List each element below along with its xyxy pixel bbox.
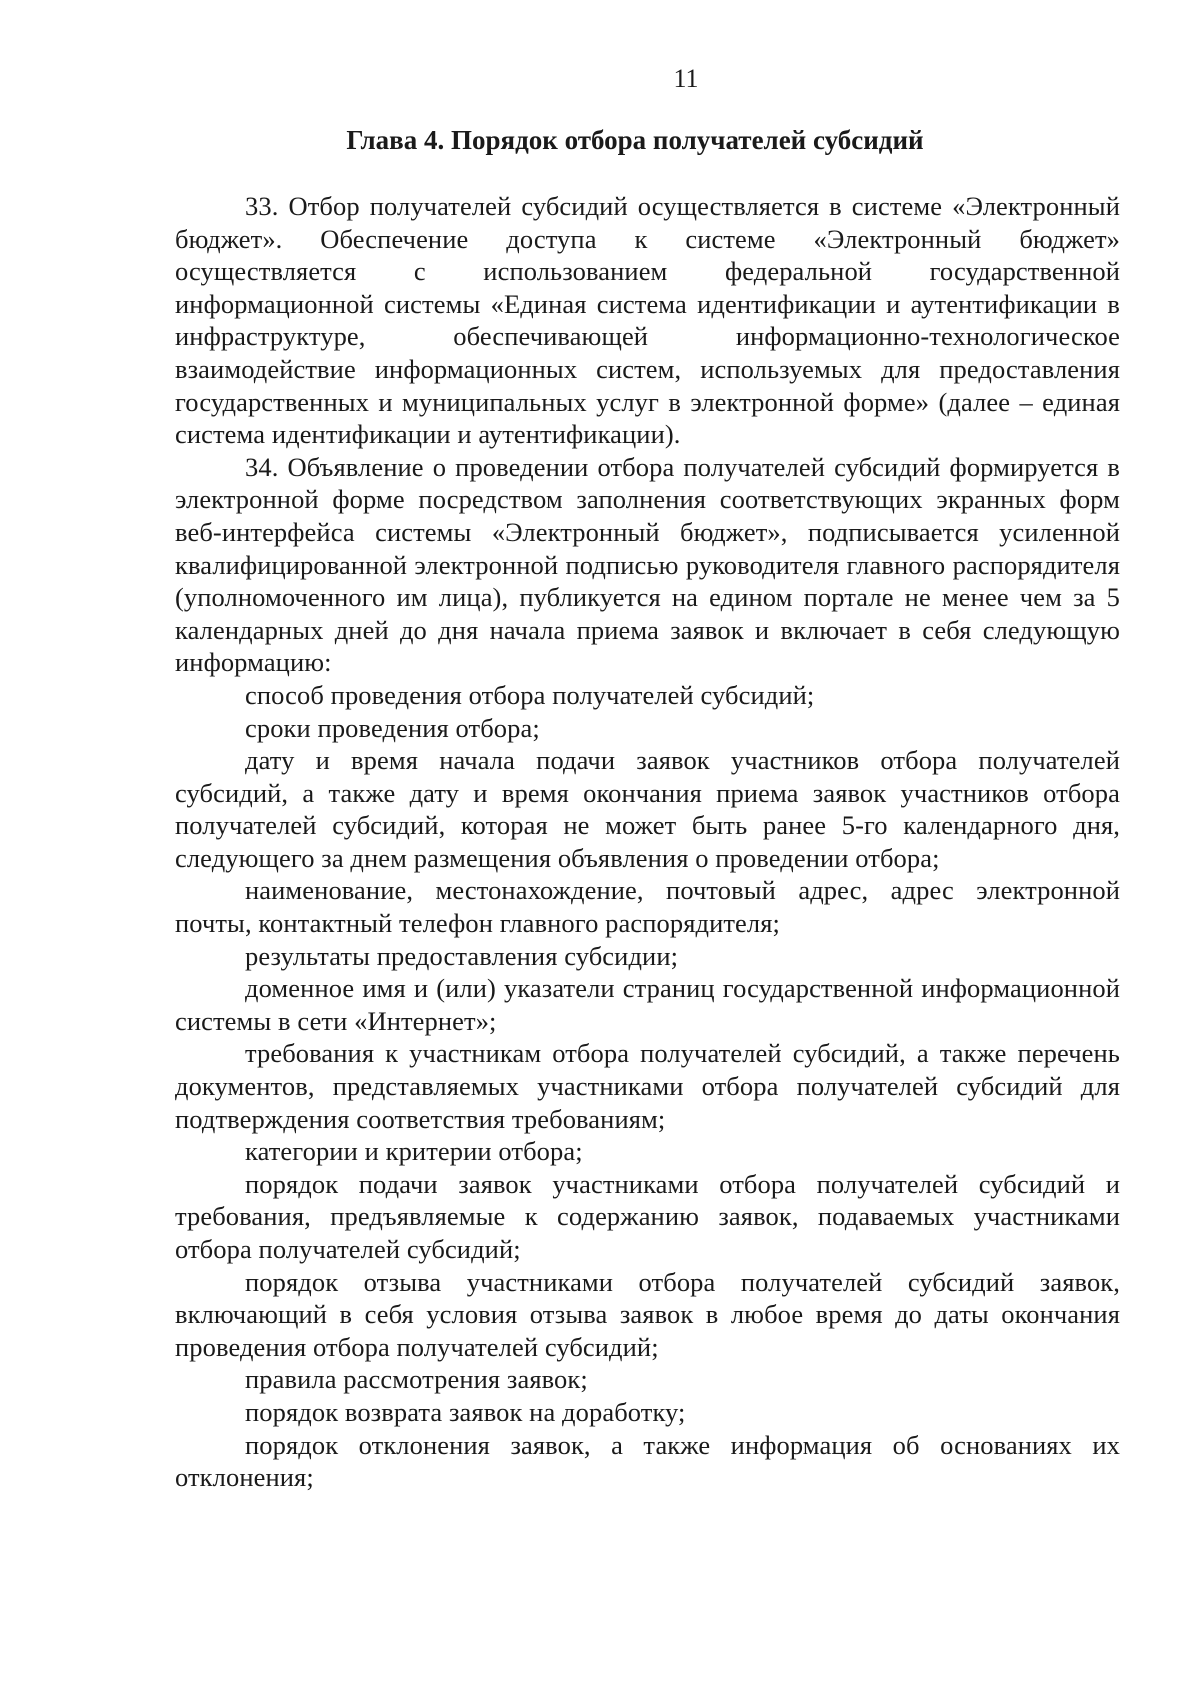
list-item: доменное имя и (или) указатели страниц государственной информационной системы в сети «Интернет»;: [175, 973, 1120, 1036]
list-item: способ проведения отбора получателей субсидий;: [245, 679, 815, 710]
list-item: порядок отклонения заявок, а также информация об основаниях их отклонения;: [175, 1429, 1120, 1493]
list-item: требования к участникам отбора получателей субсидий, а также перечень документов, представляемых участниками отбора получателей субсидий для подтверждения соответствия требованиям;: [175, 1038, 1120, 1134]
list-item: дату и время начала подачи заявок участников отбора получателей субсидий, а также дату и время окончания приема заявок участников отбора получателей субсидий, которая не может быть ранее 5-го календарного дня, следующего за днем размещения объявления о проведении отбора;: [175, 745, 1120, 873]
list-item: правила рассмотрения заявок;: [245, 1364, 588, 1395]
list-item: сроки проведения отбора;: [245, 712, 540, 743]
list-item: категории и критерии отбора;: [245, 1136, 583, 1167]
list-item: результаты предоставления субсидии;: [245, 940, 679, 971]
list-item: порядок возврата заявок на доработку;: [245, 1396, 686, 1427]
list-item: порядок подачи заявок участниками отбора получателей субсидий и требования, предъявляемые к содержанию заявок, подаваемых участниками отбора получателей субсидий;: [175, 1168, 1120, 1264]
list-item: порядок отзыва участниками отбора получателей субсидий заявок, включающий в себя условия отзыва заявок в любое время до даты окончания проведения отбора получателей субсидий;: [175, 1266, 1120, 1362]
page-number: 11: [673, 64, 699, 93]
document-body: [175, 190, 1120, 1494]
paragraph-34: 34. Объявление о проведении отбора получателей субсидий формируется в электронной форме посредством заполнения соответствующих экранных форм веб-интерфейса системы «Электронный бюджет», подписывается усиленной квалифицированной электронной подписью руководителя главного распорядителя (уполномоченного им лица), публикуется на едином портале не менее чем за 5 календарных дней до дня начала приема заявок и включает в себя следующую информацию:: [175, 451, 1120, 678]
list-item: наименование, местонахождение, почтовый адрес, адрес электронной почты, контактный телефон главного распорядителя;: [175, 875, 1120, 939]
chapter-title: Глава 4. Порядок отбора получателей субсидий: [346, 125, 924, 155]
paragraph-33: 33. Отбор получателей субсидий осуществляется в системе «Электронный бюджет». Обеспечение доступа к системе «Электронный бюджет» осуществляется с использованием федеральной государственной информационной системы «Единая система идентификации и аутентификации в инфраструктуре, обеспечивающей информационно-технологическое взаимодействие информационных систем, используемых для предоставления государственных и муниципальных услуг в электронной форме» (далее – единая система идентификации и аутентификации).: [175, 191, 1120, 450]
